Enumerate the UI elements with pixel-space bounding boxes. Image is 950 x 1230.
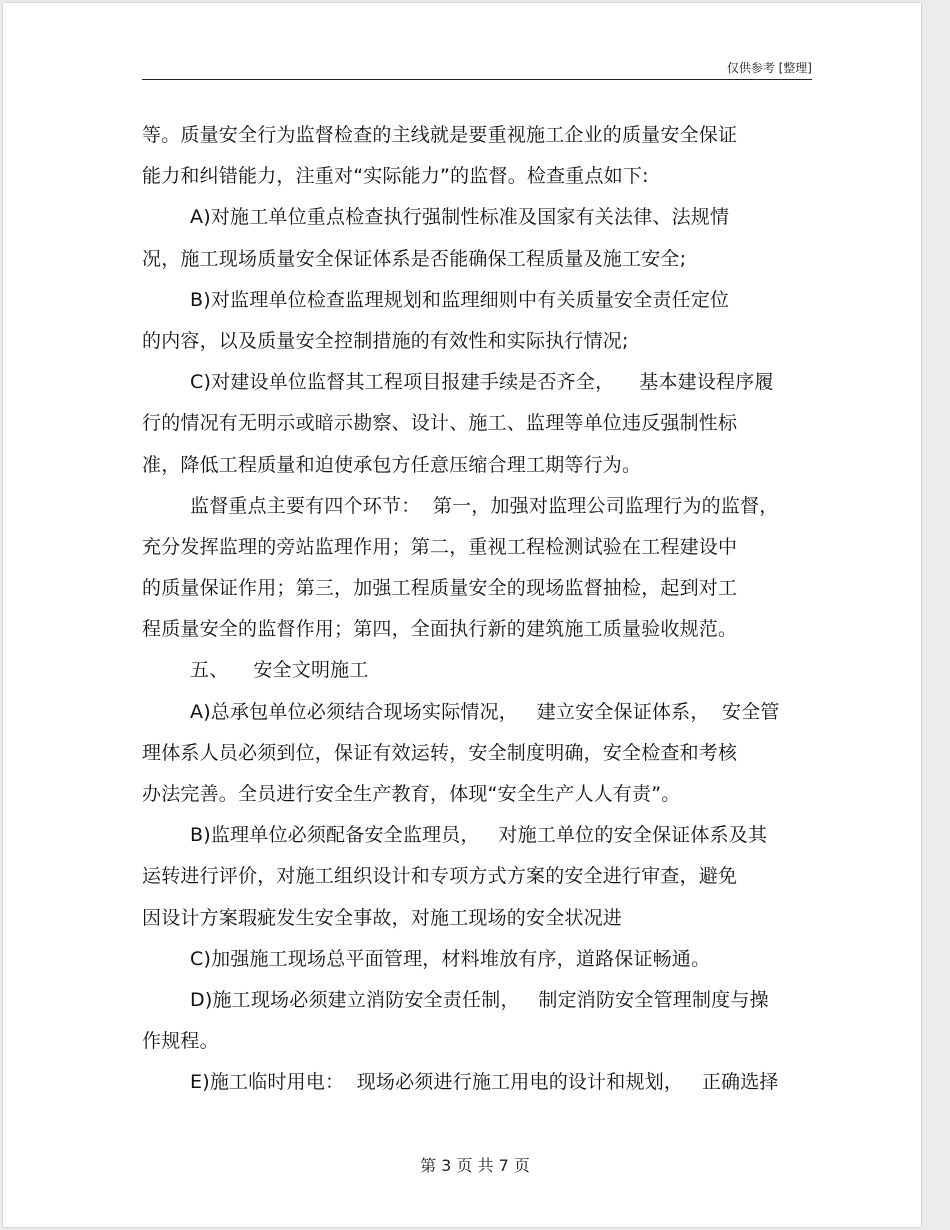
text-line: 行的情况有无明示或暗示勘察、设计、施工、监理等单位违反强制性标 [142,412,738,435]
text-line: 运转进行评价，对施工组织设计和专项方式方案的安全进行审查，避免 [142,865,738,888]
text-line: 理体系人员必须到位，保证有效运转，安全制度明确，安全检查和考核 [142,741,738,764]
text-line: 况，施工现场质量安全保证体系是否能确保工程质量及施工安全; [142,247,687,270]
text-line: B)对监理单位检查监理规划和监理细则中有关质量安全责任定位 [190,288,730,311]
text-line: 的内容，以及质量安全控制措施的有效性和实际执行情况; [142,329,629,352]
document-page [3,3,921,1227]
text-line: 监督重点主要有四个环节： 第一，加强对监理公司监理行为的监督， [190,494,779,517]
text-line: E)施工临时用电： 现场必须进行施工用电的设计和规划， 正确选择 [190,1071,779,1094]
text-line: 充分发挥监理的旁站监理作用；第二，重视工程检测试验在工程建设中 [142,535,738,558]
text-line: A)总承包单位必须结合现场实际情况， 建立安全保证体系， 安全管 [190,700,780,723]
text-line: 作规程。 [142,1030,219,1053]
page-number-footer: 第 3 页 共 7 页 [420,1156,530,1175]
text-line: 因设计方案瑕疵发生安全事故，对施工现场的安全状况进 [142,906,623,929]
text-line: 程质量安全的监督作用；第四，全面执行新的建筑施工质量验收规范。 [142,618,738,641]
text-line: 办法完善。全员进行安全生产教育，体现“安全生产人人有责”。 [142,783,681,805]
text-line: C)对建设单位监督其工程项目报建手续是否齐全， 基本建设程序履 [190,371,774,394]
text-line: 五、 安全文明施工 [190,659,369,682]
text-line: C)加强施工现场总平面管理，材料堆放有序，道路保证畅通。 [190,947,711,970]
header-note: 仅供参考 [整理] [726,61,812,75]
text-line: 准，降低工程质量和迫使承包方任意压缩合理工期等行为。 [142,453,642,476]
text-line: B)监理单位必须配备安全监理员， 对施工单位的安全保证体系及其 [190,824,768,847]
text-line: A)对施工单位重点检查执行强制性标准及国家有关法律、法规情 [190,206,730,229]
document-body [142,115,812,1104]
text-line: D)施工现场必须建立消防安全责任制， 制定消防安全管理制度与操 [190,988,769,1011]
text-line: 的质量保证作用；第三，加强工程质量安全的现场监督抽检，起到对工 [142,577,738,600]
text-line: 等。质量安全行为监督检查的主线就是要重视施工企业的质量安全保证 [142,124,738,146]
page-header [142,55,812,80]
text-line: 能力和纠错能力，注重对“实际能力”的监督。检查重点如下: [142,165,649,188]
